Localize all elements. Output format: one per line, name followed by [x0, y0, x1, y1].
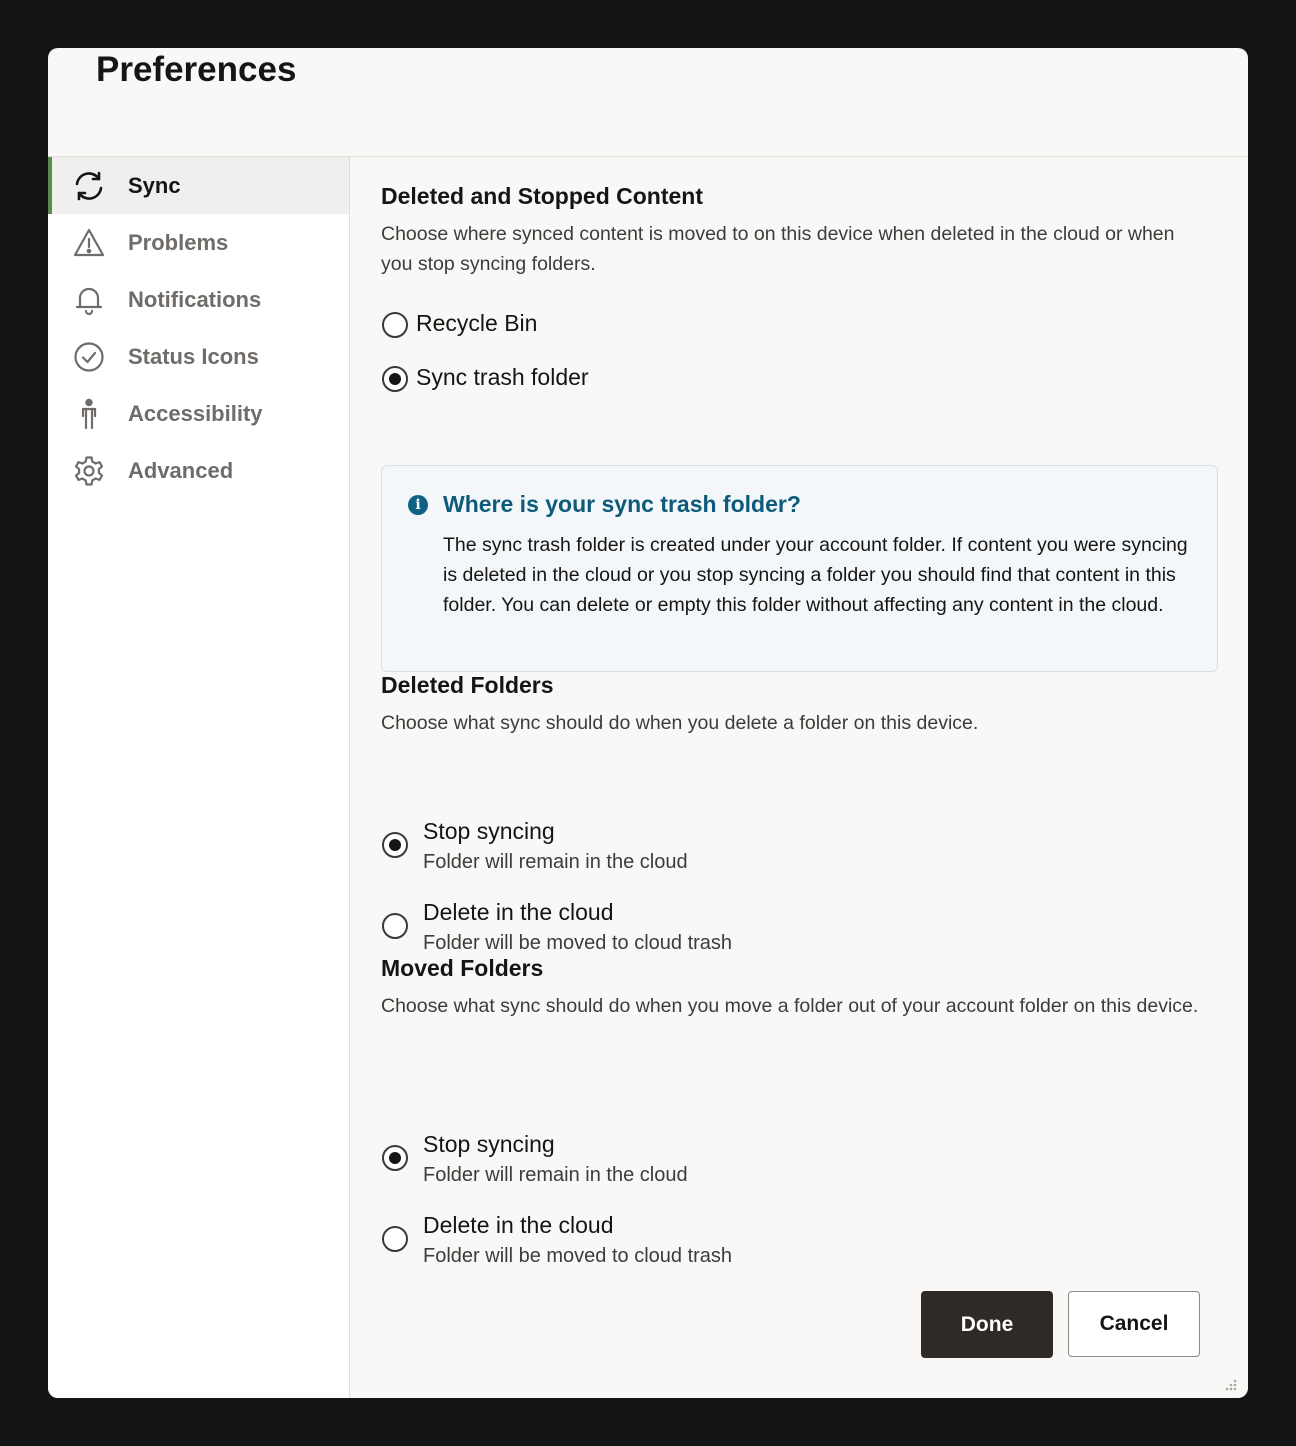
cancel-button[interactable]: Cancel: [1068, 1291, 1200, 1357]
accessibility-icon: [72, 397, 106, 431]
recycle-bin-label[interactable]: Recycle Bin: [416, 310, 538, 336]
deleted-delete-cloud-label[interactable]: Delete in the cloud: [423, 899, 614, 925]
bell-icon: [72, 283, 106, 317]
gear-icon: [72, 454, 106, 488]
sidebar-item-label: Advanced: [128, 457, 234, 483]
moved-stop-syncing-label[interactable]: Stop syncing: [423, 1131, 555, 1157]
sidebar-item-label: Accessibility: [128, 400, 263, 426]
done-button[interactable]: Done: [921, 1291, 1053, 1358]
moved-stop-syncing-sub: Folder will remain in the cloud: [423, 1164, 688, 1186]
sync-icon: [72, 169, 106, 203]
deleted-stop-syncing-label[interactable]: Stop syncing: [423, 818, 555, 844]
sidebar: [48, 157, 350, 1398]
sidebar-item-label: Notifications: [128, 286, 262, 312]
info-body: The sync trash folder is created under your account folder. If content you were syncing is deleted in the cloud or you stop syncing a folder you should find that content in this folder. You can delete or empty this folder without affecting any content in the cloud.: [443, 534, 1188, 616]
deleted-delete-cloud-sub: Folder will be moved to cloud trash: [423, 932, 733, 954]
sidebar-item-label: Problems: [128, 229, 229, 255]
section-description: Choose what sync should do when you delete a folder on this device.: [381, 712, 979, 734]
sidebar-item-advanced[interactable]: [48, 442, 349, 499]
dialog-title: Preferences: [96, 50, 297, 89]
sync-trash-folder-radio[interactable]: [382, 366, 408, 392]
check-circle-icon: [72, 340, 106, 374]
section-title-deleted-stopped: Deleted and Stopped Content: [381, 183, 703, 209]
moved-delete-cloud-radio[interactable]: [382, 1226, 408, 1252]
section-description: Choose where synced content is moved to on this device when deleted in the cloud or when you stop syncing folders.: [381, 223, 1175, 275]
section-title-deleted-folders: Deleted Folders: [381, 672, 554, 698]
section-title-moved-folders: Moved Folders: [381, 955, 544, 981]
sidebar-item-label: Sync: [128, 172, 181, 198]
resize-grip-icon[interactable]: [1222, 1376, 1238, 1392]
section-description: Choose what sync should do when you move a folder out of your account folder on this device.: [381, 995, 1199, 1017]
warning-icon: [72, 226, 106, 260]
moved-delete-cloud-sub: Folder will be moved to cloud trash: [423, 1245, 733, 1267]
sidebar-item-problems[interactable]: [48, 214, 349, 271]
deleted-stop-syncing-sub: Folder will remain in the cloud: [423, 851, 688, 873]
deleted-stop-syncing-radio[interactable]: [382, 832, 408, 858]
sidebar-item-sync[interactable]: [48, 157, 349, 214]
deleted-delete-cloud-radio[interactable]: [382, 913, 408, 939]
moved-stop-syncing-radio[interactable]: [382, 1145, 408, 1171]
info-icon: i: [408, 495, 428, 515]
recycle-bin-radio[interactable]: [382, 312, 408, 338]
sidebar-item-notifications[interactable]: [48, 271, 349, 328]
sidebar-item-status-icons[interactable]: [48, 328, 349, 385]
preferences-dialog: [48, 48, 1248, 1398]
info-box: [381, 465, 1218, 672]
sidebar-item-label: Status Icons: [128, 343, 259, 369]
moved-delete-cloud-label[interactable]: Delete in the cloud: [423, 1212, 614, 1238]
sidebar-item-accessibility[interactable]: [48, 385, 349, 442]
info-title: Where is your sync trash folder?: [443, 491, 801, 517]
sync-trash-folder-label[interactable]: Sync trash folder: [416, 364, 589, 390]
sync-settings-panel: [381, 157, 1218, 1398]
